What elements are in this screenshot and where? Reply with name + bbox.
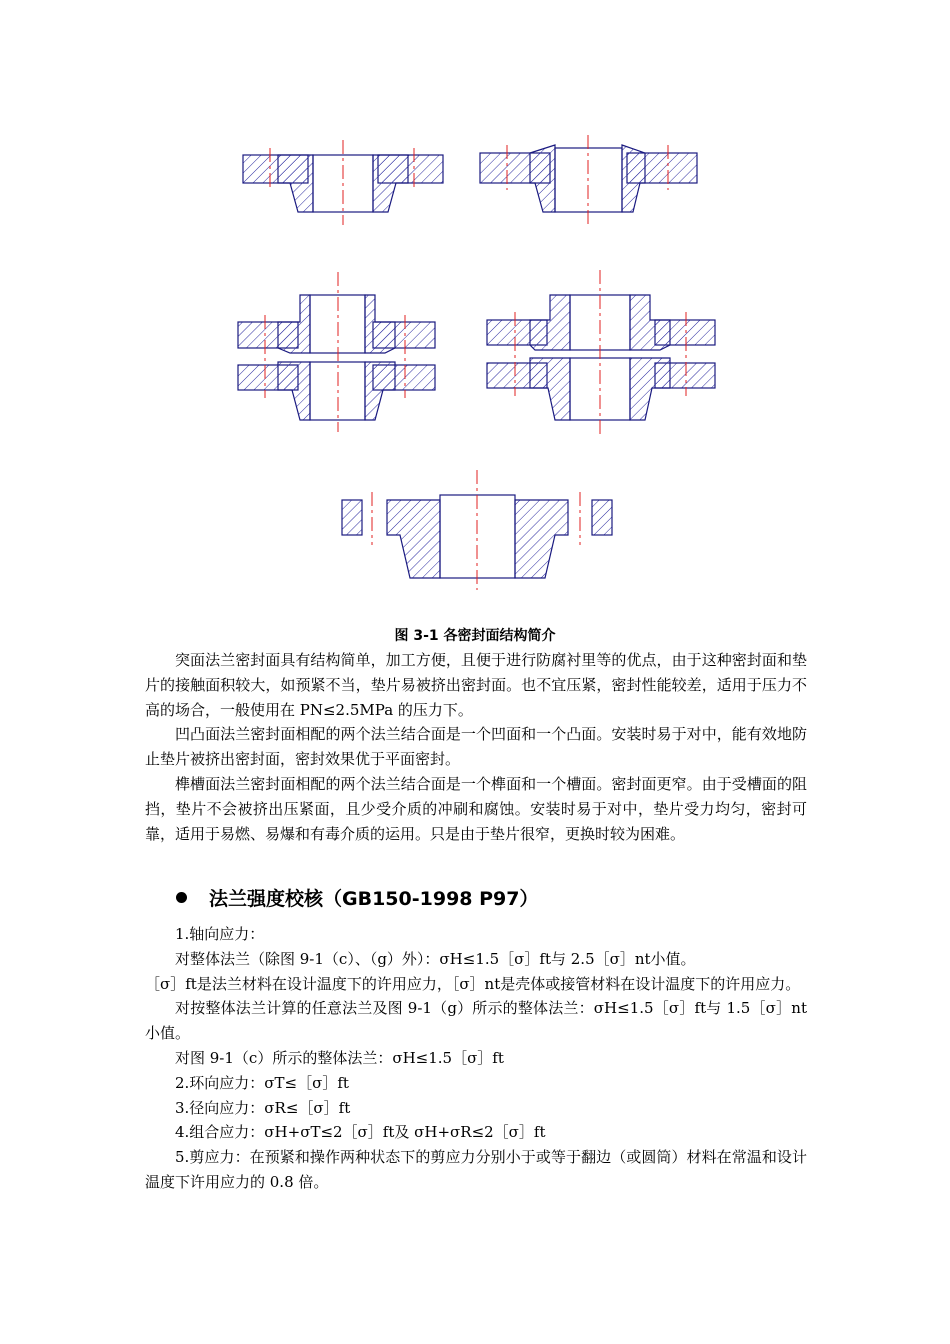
paragraph: 榫槽面法兰密封面相配的两个法兰结合面是一个榫面和一个槽面。密封面更窄。由于受槽面的阻挡，垫片不会被挤出压紧面，且少受介质的冲刷和腐蚀。安装时易于对中，垫片受力均匀，密封可靠，适用于易燃、易爆和有毒介质的运用。只是由于垫片很窄，更换时较为困难。 [145,774,807,843]
flange-sealing-figure [0,0,950,620]
axial-line: ［σ］ft是法兰材料在设计温度下的许用应力，［σ］nt是壳体或接管材料在设计温度下的许用应力。 [145,974,801,993]
axial-line: 对按整体法兰计算的任意法兰及图 9-1（g）所示的整体法兰：σH≤1.5［σ］ft与 1.5［σ］nt小值。 [145,999,807,1043]
section-heading [176,884,539,911]
figure-caption: 图 3-1 各密封面结构简介 [394,628,556,644]
axial-title: 1.轴向应力： [175,925,265,943]
male-female-flange-pair [238,295,435,420]
axial-line: 对整体法兰（除图 9-1（c）、（g）外）：σH≤1.5［σ］ft与 2.5［σ］nt小值。 [175,949,696,968]
combined-stress: 4.组合应力：σH+σT≤2［σ］ft及 σH+σR≤2［σ］ft [175,1123,546,1142]
hoop-stress: 2.环向应力：σT≤［σ］ft [175,1073,349,1092]
paragraph: 凹凸面法兰密封面相配的两个法兰结合面是一个凹面和一个凸面。安装时易于对中，能有效地防止垫片被挤出密封面，密封效果优于平面密封。 [145,725,807,769]
bullet-icon [176,892,187,903]
axial-line: 对图 9-1（c）所示的整体法兰：σH≤1.5［σ］ft [175,1048,504,1067]
section-title: 法兰强度校核（GB150-1998 P97） [209,888,539,910]
shear-stress: 5.剪应力：在预紧和操作两种状态下的剪应力分别小于或等于翻边（或圆筒）材料在常温和设计温度下许用应力的 0.8 倍。 [145,1148,807,1191]
strength-check-list [145,922,807,1195]
tongue-groove-flange-pair [487,295,715,420]
paragraph: 突面法兰密封面具有结构简单，加工方便，且便于进行防腐衬里等的优点，由于这种密封面和垫片的接触面积较大，如预紧不当，垫片易被挤出密封面。也不宜压紧，密封性能较差，适用于压力不高的场合，一般使用在 PN≤2.5MPa 的压力下。 [145,651,807,719]
body-text [145,648,807,846]
radial-stress: 3.径向应力：σR≤［σ］ft [175,1098,351,1117]
